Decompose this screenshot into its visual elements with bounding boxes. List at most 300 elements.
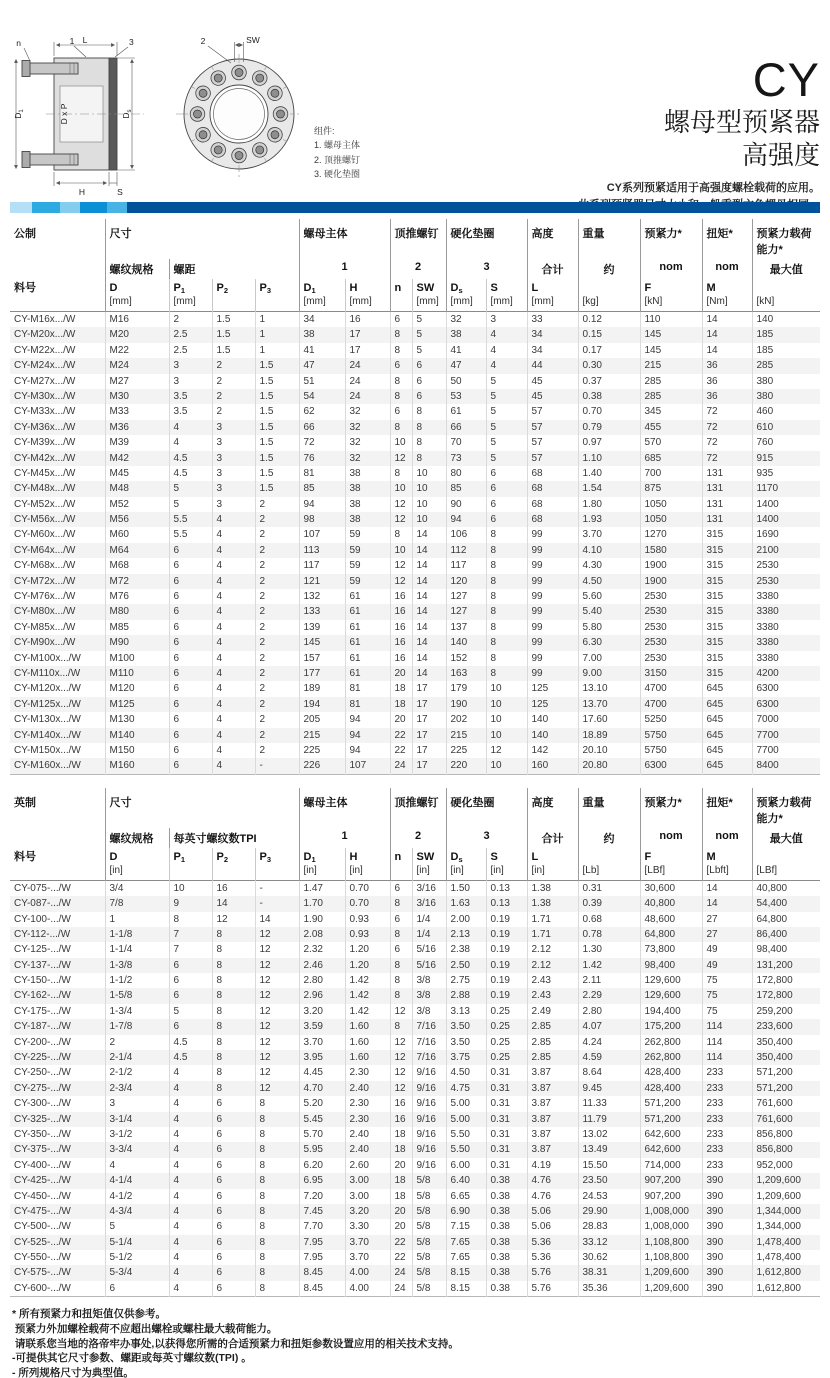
spec-cell: 27	[702, 912, 752, 927]
spec-cell: 6	[212, 1219, 255, 1234]
spec-cell: 2.38	[446, 942, 486, 957]
spec-cell: 3	[169, 358, 212, 373]
spec-cell: 915	[752, 451, 820, 466]
spec-cell: 1,108,800	[640, 1250, 702, 1265]
spec-cell: 2530	[640, 635, 702, 650]
spec-cell: 17	[345, 327, 390, 342]
spec-cell: M100	[105, 651, 169, 666]
spec-cell: 2-1/2	[105, 1065, 169, 1080]
spec-cell: 0.25	[486, 1004, 527, 1019]
spec-cell: 172,800	[752, 973, 820, 988]
spec-cell: 8	[212, 1050, 255, 1065]
spec-cell: 1/4	[412, 927, 446, 942]
spec-cell: 4	[212, 527, 255, 542]
spec-cell: M90	[105, 635, 169, 650]
column-group-header: 硬化垫圈	[446, 788, 527, 828]
header-spacer	[10, 828, 105, 848]
table-row	[10, 1096, 820, 1111]
column-group-header: 重量	[578, 788, 640, 828]
table-row	[10, 343, 820, 358]
item-label-2: 2	[200, 36, 206, 46]
spec-cell: 3.13	[446, 1004, 486, 1019]
spec-cell: 3.87	[527, 1065, 578, 1080]
spec-cell: 315	[702, 604, 752, 619]
spec-cell: 5.36	[527, 1250, 578, 1265]
column-subgroup-header: 合计	[527, 828, 578, 848]
spec-cell: 685	[640, 451, 702, 466]
part-number-cell: CY-M130x.../W	[14, 714, 81, 726]
spec-cell: 15.50	[578, 1158, 640, 1173]
spec-cell: 4	[169, 1235, 212, 1250]
spec-cell: 1.5	[212, 312, 255, 328]
spec-cell: 72	[702, 420, 752, 435]
spec-cell: 5-1/2	[105, 1250, 169, 1265]
spec-cell: 856,800	[752, 1127, 820, 1142]
spec-cell: 2	[255, 574, 299, 589]
spec-cell: M39	[105, 435, 169, 450]
spec-cell: 14	[702, 896, 752, 911]
spec-cell: 75	[702, 988, 752, 1003]
spec-cell: 61	[345, 604, 390, 619]
dim-label-n: n	[16, 38, 21, 48]
spec-cell: 41	[299, 343, 345, 358]
spec-cell: 14	[702, 343, 752, 358]
spec-cell: 12	[255, 942, 299, 957]
spec-cell: 760	[752, 435, 820, 450]
spec-cell: 131,200	[752, 958, 820, 973]
spec-cell: 0.97	[578, 435, 640, 450]
column-subgroup-header: nom	[640, 828, 702, 848]
spec-cell: 8.64	[578, 1065, 640, 1080]
spec-cell: 5	[169, 1004, 212, 1019]
spec-cell: 7.65	[446, 1235, 486, 1250]
spec-cell: 202	[446, 712, 486, 727]
column-symbol: S	[490, 850, 498, 863]
spec-cell: 4.70	[299, 1081, 345, 1096]
spec-cell: M130	[105, 712, 169, 727]
spec-cell: 20	[390, 1204, 412, 1219]
spec-cell: 8	[390, 958, 412, 973]
spec-cell: 3.87	[527, 1081, 578, 1096]
spec-cell: 3.50	[446, 1019, 486, 1034]
spec-cell: 571,200	[752, 1065, 820, 1080]
spec-cell: 12	[255, 1019, 299, 1034]
spec-cell: 4.5	[169, 1035, 212, 1050]
spec-cell: 1.5	[212, 327, 255, 342]
spec-cell: 14	[412, 635, 446, 650]
part-number-cell: CY-M64x.../W	[14, 544, 76, 556]
table-row	[10, 743, 820, 758]
spec-cell: 8	[486, 620, 527, 635]
spec-cell: 225	[446, 743, 486, 758]
spec-cell: 8	[212, 927, 255, 942]
part-number-cell: CY-162-.../W	[14, 990, 71, 1002]
spec-cell: 0.79	[578, 420, 640, 435]
spec-cell: 4	[212, 681, 255, 696]
spec-cell: 1050	[640, 497, 702, 512]
column-group-header: 重量	[578, 219, 640, 259]
spec-cell: 12	[390, 497, 412, 512]
spec-cell: 5/16	[412, 942, 446, 957]
spec-cell: 4	[212, 651, 255, 666]
spec-cell: 16	[390, 620, 412, 635]
spec-cell: 1.71	[527, 927, 578, 942]
spec-cell: 10	[412, 481, 446, 496]
part-number-cell: CY-M90x.../W	[14, 637, 76, 649]
spec-cell: 34	[527, 343, 578, 358]
spec-cell: 315	[702, 635, 752, 650]
spec-cell: 3.87	[527, 1112, 578, 1127]
dim-label-D1: $D_1$	[13, 109, 25, 119]
spec-cell: 32	[345, 435, 390, 450]
spec-cell: 2	[255, 651, 299, 666]
technical-drawings	[12, 34, 448, 202]
spec-cell: 8	[255, 1173, 299, 1188]
spec-cell: 4-3/4	[105, 1204, 169, 1219]
column-group-header: 扭矩*	[702, 788, 752, 828]
spec-cell: 8	[255, 1158, 299, 1173]
column-unit: [LBf]	[756, 864, 778, 876]
table-row	[10, 620, 820, 635]
spec-cell: 24.53	[578, 1189, 640, 1204]
spec-cell: 3380	[752, 604, 820, 619]
spec-cell: 390	[702, 1235, 752, 1250]
spec-cell: 24	[390, 1265, 412, 1280]
bar-segment	[80, 202, 107, 213]
column-group-header: 尺寸	[105, 219, 299, 259]
part-number-cell: CY-575-.../W	[14, 1267, 71, 1279]
product-grade-title: 高强度	[741, 139, 820, 170]
spec-cell: 145	[640, 343, 702, 358]
spec-cell: 4	[169, 1158, 212, 1173]
table-row	[10, 712, 820, 727]
table-row	[10, 466, 820, 481]
spec-cell: 129,600	[640, 988, 702, 1003]
spec-cell: 33	[527, 312, 578, 328]
spec-cell: 20	[390, 712, 412, 727]
spec-cell: 1.63	[446, 896, 486, 911]
spec-cell: 390	[702, 1250, 752, 1265]
dim-label-SW: SW	[246, 35, 260, 45]
spec-cell: 390	[702, 1219, 752, 1234]
column-header	[10, 279, 105, 312]
spec-cell: 1.5	[255, 358, 299, 373]
column-unit: [mm]	[450, 296, 473, 307]
column-header	[255, 848, 299, 881]
spec-cell: 4	[169, 1250, 212, 1265]
spec-cell: 4.5	[169, 466, 212, 481]
spec-cell: 99	[527, 666, 578, 681]
spec-cell: M140	[105, 728, 169, 743]
table-row	[10, 327, 820, 342]
part-number-cell: CY-325-.../W	[14, 1113, 71, 1125]
spec-cell: 2.5	[169, 343, 212, 358]
header-group-row	[10, 219, 820, 259]
spec-cell: M22	[105, 343, 169, 358]
spec-cell: 3/8	[412, 988, 446, 1003]
spec-cell: 5.95	[299, 1142, 345, 1157]
column-group-header: 预紧力*	[640, 788, 702, 828]
spec-cell: 645	[702, 681, 752, 696]
spec-cell: 390	[702, 1281, 752, 1297]
spec-cell: 1	[255, 343, 299, 358]
spec-cell: 5	[169, 481, 212, 496]
spec-cell: 12	[390, 1050, 412, 1065]
spec-cell: 14	[412, 558, 446, 573]
column-group-header: 预紧力载荷能力*	[752, 219, 820, 259]
spec-cell: 152	[446, 651, 486, 666]
spec-cell: 0.31	[486, 1142, 527, 1157]
spec-cell: 20	[390, 666, 412, 681]
column-header	[169, 279, 212, 312]
spec-cell: 2.30	[345, 1065, 390, 1080]
column-unit: [Lbft]	[706, 864, 729, 876]
spec-cell: 17	[412, 681, 446, 696]
spec-cell: 6	[212, 1265, 255, 1280]
spec-cell: 3.87	[527, 1127, 578, 1142]
spec-cell: 3.30	[345, 1219, 390, 1234]
spec-cell: 2.5	[169, 327, 212, 342]
spec-cell: 99	[527, 574, 578, 589]
spec-cell: 2.75	[446, 973, 486, 988]
spec-cell: 8	[486, 635, 527, 650]
spec-cell: 8	[486, 651, 527, 666]
part-number-cell: CY-400-.../W	[14, 1159, 71, 1171]
column-subgroup-header: 2	[390, 259, 446, 279]
spec-cell: 5	[412, 312, 446, 328]
part-number-cell: CY-425-.../W	[14, 1175, 71, 1187]
spec-cell: 2	[212, 358, 255, 373]
spec-cell: 5	[486, 374, 527, 389]
spec-cell: 1.20	[345, 942, 390, 957]
spec-cell: 68	[527, 481, 578, 496]
spec-cell: 0.70	[345, 896, 390, 911]
table-row	[10, 435, 820, 450]
spec-cell: 1.5	[255, 404, 299, 419]
table-row	[10, 651, 820, 666]
spec-cell: 13.10	[578, 681, 640, 696]
spec-cell: 2.40	[345, 1127, 390, 1142]
spec-cell: 6	[169, 988, 212, 1003]
spec-cell: 5/8	[412, 1265, 446, 1280]
spec-cell: 5.80	[578, 620, 640, 635]
spec-cell: 1,008,000	[640, 1219, 702, 1234]
table-row	[10, 451, 820, 466]
column-unit: [mm]	[109, 296, 132, 307]
spec-cell: 47	[299, 358, 345, 373]
spec-cell: 13.02	[578, 1127, 640, 1142]
spec-cell: 5750	[640, 743, 702, 758]
spec-cell: 94	[345, 743, 390, 758]
spec-cell: 8	[169, 912, 212, 927]
description-line: CY系列预紧适用于高强度螺栓载荷的应用。	[606, 182, 820, 194]
spec-cell: M60	[105, 527, 169, 542]
spec-cell: 41	[446, 343, 486, 358]
spec-cell: 7	[169, 942, 212, 957]
spec-cell: 8	[390, 973, 412, 988]
table-row	[10, 681, 820, 696]
table-row	[10, 512, 820, 527]
table-row	[10, 973, 820, 988]
spec-cell: 30,600	[640, 880, 702, 896]
spec-cell: 9	[169, 896, 212, 911]
column-symbol: n	[394, 850, 402, 863]
spec-cell: 8	[212, 1065, 255, 1080]
spec-cell: 0.15	[578, 327, 640, 342]
column-symbol-subscript: 2	[223, 286, 229, 295]
spec-cell: 215	[640, 358, 702, 373]
spec-cell: 6	[212, 1250, 255, 1265]
spec-cell: 4	[169, 1281, 212, 1297]
spec-cell: 4	[212, 758, 255, 774]
table-row	[10, 1158, 820, 1173]
column-unit: [in]	[490, 864, 504, 876]
spec-cell: 1,612,800	[752, 1281, 820, 1297]
spec-cell: 1,344,000	[752, 1204, 820, 1219]
spec-cell: 3.70	[345, 1235, 390, 1250]
column-symbol: L	[531, 282, 539, 294]
spec-cell: 1.5	[255, 466, 299, 481]
spec-cell: 54,400	[752, 896, 820, 911]
spec-cell: 1.30	[578, 942, 640, 957]
column-unit: [mm]	[349, 296, 372, 307]
spec-cell: 99	[527, 651, 578, 666]
spec-cell: 6300	[640, 758, 702, 774]
spec-cell: 6	[169, 620, 212, 635]
spec-cell: 6	[169, 712, 212, 727]
column-group-header: 螺母主体	[299, 788, 390, 828]
spec-cell: 1270	[640, 527, 702, 542]
table-row	[10, 1173, 820, 1188]
part-number-cell: CY-M125x.../W	[14, 698, 81, 710]
part-number-cell: CY-112-.../W	[14, 928, 71, 940]
spec-cell: 0.17	[578, 343, 640, 358]
table-row	[10, 1219, 820, 1234]
spec-cell: 121	[299, 574, 345, 589]
spec-cell: 8	[412, 435, 446, 450]
spec-cell: 8	[486, 527, 527, 542]
spec-cell: 2.12	[527, 958, 578, 973]
spec-cell: 215	[299, 728, 345, 743]
spec-cell: 1.90	[299, 912, 345, 927]
part-number-cell: CY-M39x.../W	[14, 437, 76, 449]
spec-cell: 14	[702, 880, 752, 896]
spec-cell: M24	[105, 358, 169, 373]
part-number-cell: CY-137-.../W	[14, 959, 71, 971]
spec-cell: 3/16	[412, 896, 446, 911]
column-subgroup-header: nom	[702, 828, 752, 848]
item-label-1: 1	[69, 36, 75, 46]
spec-cell: 6	[105, 1281, 169, 1297]
part-number-cell: CY-M33x.../W	[14, 406, 76, 418]
dim-label-Ds: $D_s$	[121, 109, 133, 119]
spec-cell: 5	[486, 404, 527, 419]
column-header	[255, 279, 299, 312]
spec-cell: 4	[169, 1265, 212, 1280]
spec-cell: 6	[390, 912, 412, 927]
spec-cell: 215	[446, 728, 486, 743]
spec-cell: 8	[486, 589, 527, 604]
spec-cell: 0.68	[578, 912, 640, 927]
spec-cell: 1-1/8	[105, 927, 169, 942]
spec-cell: 189	[299, 681, 345, 696]
spec-cell: 3.20	[345, 1204, 390, 1219]
spec-cell: M45	[105, 466, 169, 481]
part-number-cell: CY-M60x.../W	[14, 529, 76, 541]
spec-cell: 225	[299, 743, 345, 758]
spec-cell: 12	[255, 1065, 299, 1080]
column-symbol: P	[259, 850, 267, 863]
spec-cell: 1.5	[212, 343, 255, 358]
spec-cell: 4.00	[345, 1265, 390, 1280]
spec-cell: 7000	[752, 712, 820, 727]
spec-cell: M160	[105, 758, 169, 774]
column-header	[640, 848, 702, 881]
spec-cell: M85	[105, 620, 169, 635]
spec-cell: 137	[446, 620, 486, 635]
spec-cell: -	[255, 880, 299, 896]
spec-cell: 113	[299, 543, 345, 558]
spec-cell: 32	[446, 312, 486, 328]
brand-gradient-bar	[10, 202, 820, 213]
column-group-header: 尺寸	[105, 788, 299, 828]
spec-cell: 8	[255, 1281, 299, 1297]
spec-cell: 428,400	[640, 1081, 702, 1096]
spec-cell: 10	[169, 880, 212, 896]
column-group-header: 高度	[527, 219, 578, 259]
spec-cell: 5	[412, 327, 446, 342]
column-symbol: S	[490, 282, 498, 294]
spec-cell: 1.70	[299, 896, 345, 911]
spec-cell: 133	[299, 604, 345, 619]
part-number-cell: CY-550-.../W	[14, 1252, 71, 1264]
spec-cell: 145	[299, 635, 345, 650]
spec-cell: 23.50	[578, 1173, 640, 1188]
part-number-cell: CY-M80x.../W	[14, 606, 76, 618]
spec-cell: 3.70	[345, 1250, 390, 1265]
column-unit: [LBf]	[644, 864, 666, 876]
spec-cell: 14	[412, 651, 446, 666]
spec-cell: M30	[105, 389, 169, 404]
spec-cell: 68	[527, 466, 578, 481]
spec-cell: 5.50	[446, 1127, 486, 1142]
spec-cell: 8	[390, 327, 412, 342]
spec-cell: 94	[446, 512, 486, 527]
spec-cell: 0.19	[486, 958, 527, 973]
spec-cell: 57	[527, 420, 578, 435]
spec-cell: 4	[169, 1081, 212, 1096]
column-header	[640, 279, 702, 312]
column-header	[212, 848, 255, 881]
spec-cell: 7/8	[105, 896, 169, 911]
table-row	[10, 527, 820, 542]
spec-cell: 0.38	[486, 1189, 527, 1204]
part-number-cell: CY-M24x.../W	[14, 360, 76, 372]
column-subgroup-header: 最大值	[752, 259, 820, 279]
spec-cell: 9/16	[412, 1112, 446, 1127]
spec-cell: 7.00	[578, 651, 640, 666]
spec-cell: 1.5	[255, 451, 299, 466]
part-number-cell: CY-225-.../W	[14, 1052, 71, 1064]
table-row	[10, 1050, 820, 1065]
spec-cell: 5250	[640, 712, 702, 727]
spec-cell: 8	[255, 1096, 299, 1111]
spec-cell: 0.38	[486, 1265, 527, 1280]
spec-cell: 6300	[752, 681, 820, 696]
spec-cell: 0.38	[486, 1250, 527, 1265]
spec-cell: 57	[527, 451, 578, 466]
spec-cell: 1	[255, 327, 299, 342]
